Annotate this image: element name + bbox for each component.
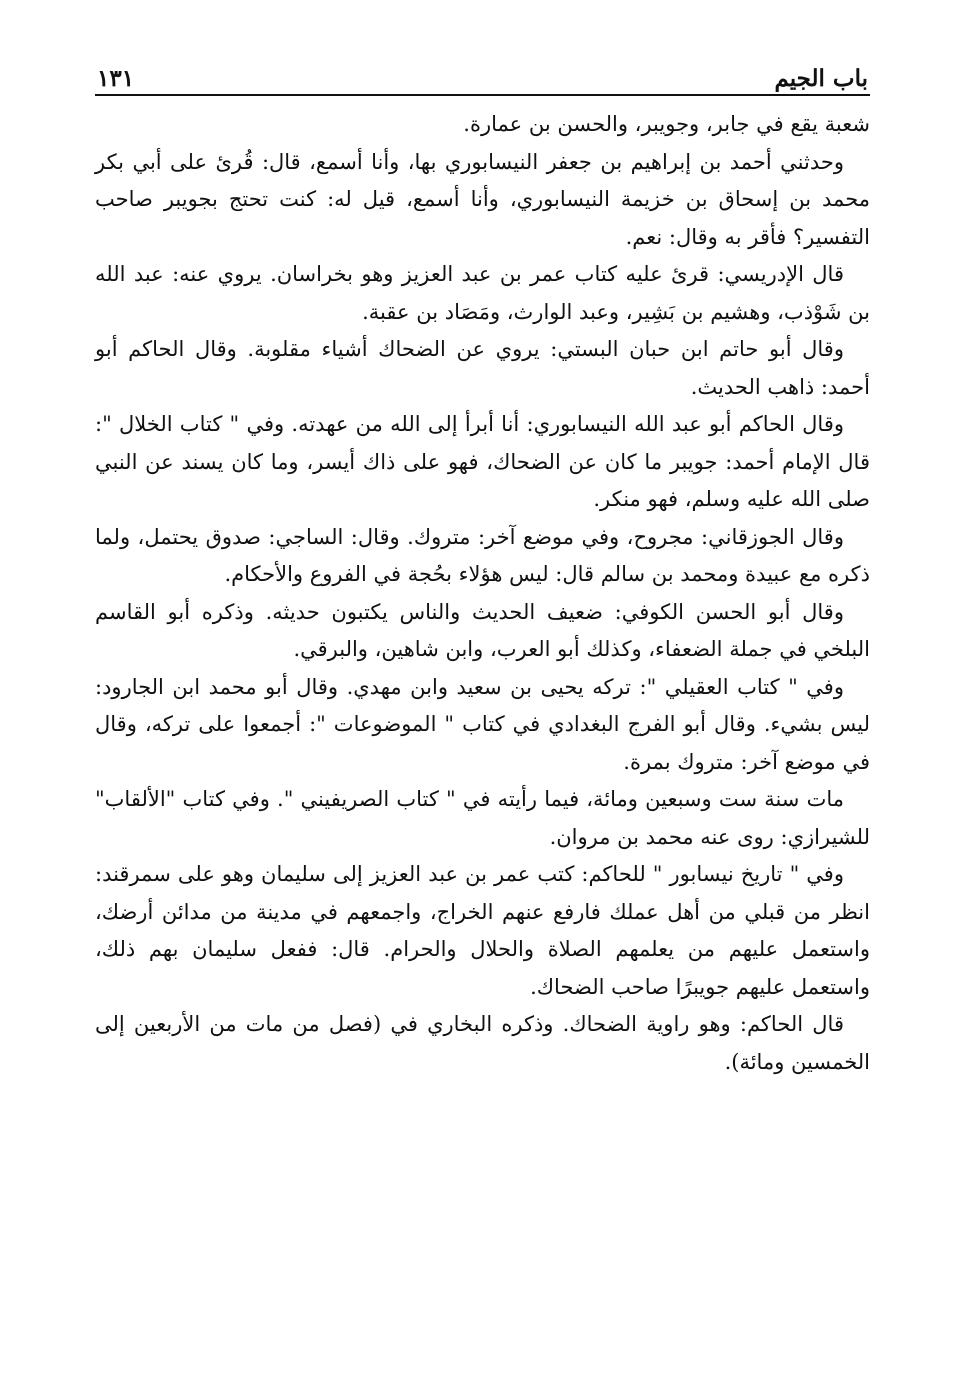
paragraph-1: شعبة يقع في جابر، وجويبر، والحسن بن عمارة. bbox=[463, 112, 870, 136]
page-body bbox=[95, 106, 870, 1081]
chapter-title: باب الجيم bbox=[774, 65, 868, 92]
paragraph-4: وقال أبو حاتم ابن حبان البستي: يروي عن الضحاك أشياء مقلوبة. وقال الحاكم أبو أحمد: ذاهب الحديث. bbox=[95, 337, 870, 399]
page-header bbox=[95, 52, 870, 96]
paragraph-9: مات سنة ست وسبعين ومائة، فيما رأيته في " كتاب الصريفيني ". وفي كتاب "الألقاب" للشيرازي: روى عنه محمد بن مروان. bbox=[95, 787, 870, 849]
paragraph-6: وقال الجوزقاني: مجروح، وفي موضع آخر: متروك. وقال: الساجي: صدوق يحتمل، ولما ذكره مع عبيدة ومحمد بن سالم قال: ليس هؤلاء بحُجة في الفروع والأحكام. bbox=[95, 524, 870, 586]
paragraph-11: قال الحاكم: وهو راوية الضحاك. وذكره البخاري في (فصل من مات من الأربعين إلى الخمسين ومائة). bbox=[95, 1012, 870, 1074]
paragraph-2: وحدثني أحمد بن إبراهيم بن جعفر النيسابوري بها، وأنا أسمع، قال: قُرئ على أبي بكر محمد بن إسحاق بن خزيمة النيسابوري، وأنا أسمع، قيل له: كنت تحتج بجويبر صاحب التفسير؟ فأقر به وقال: نعم. bbox=[95, 149, 870, 249]
paragraph-5: وقال الحاكم أبو عبد الله النيسابوري: أنا أبرأ إلى الله من عهدته. وفي " كتاب الخلال ": قال الإمام أحمد: جويبر ما كان عن الضحاك، فهو على ذاك أيسر، وما كان يسند عن النبي صلى الله عليه وسلم، فهو منكر. bbox=[95, 412, 870, 511]
paragraph-7: وقال أبو الحسن الكوفي: ضعيف الحديث والناس يكتبون حديثه. وذكره أبو القاسم البلخي في جملة الضعفاء، وكذلك أبو العرب، وابن شاهين، والبرقي. bbox=[95, 599, 870, 661]
paragraph-10: وفي " تاريخ نيسابور " للحاكم: كتب عمر بن عبد العزيز إلى سليمان وهو على سمرقند: انظر من قبلي من أهل عملك فارفع عنهم الخراج، واجمعهم في مدينة من مدائن أرضك، واستعمل عليهم من يعلمهم الصلاة والحلال والحرام. قال: ففعل سليمان بهم ذلك، واستعمل عليهم جويبرًا صاحب الضحاك. bbox=[95, 862, 870, 999]
page-number: ١٣١ bbox=[97, 65, 135, 92]
paragraph-8: وفي " كتاب العقيلي ": تركه يحيى بن سعيد وابن مهدي. وقال أبو محمد ابن الجارود: ليس بشيء. وقال أبو الفرج البغدادي في كتاب " الموضوعات ": أجمعوا على تركه، وقال في موضع آخر: متروك بمرة. bbox=[95, 674, 870, 774]
paragraph-3: قال الإدريسي: قرئ عليه كتاب عمر بن عبد العزيز وهو بخراسان. يروي عنه: عبد الله بن شَوْذب، وهشيم بن بَشِير، وعبد الوارث، ومَصَاد بن عقبة. bbox=[95, 262, 870, 324]
book-page bbox=[95, 52, 870, 1081]
